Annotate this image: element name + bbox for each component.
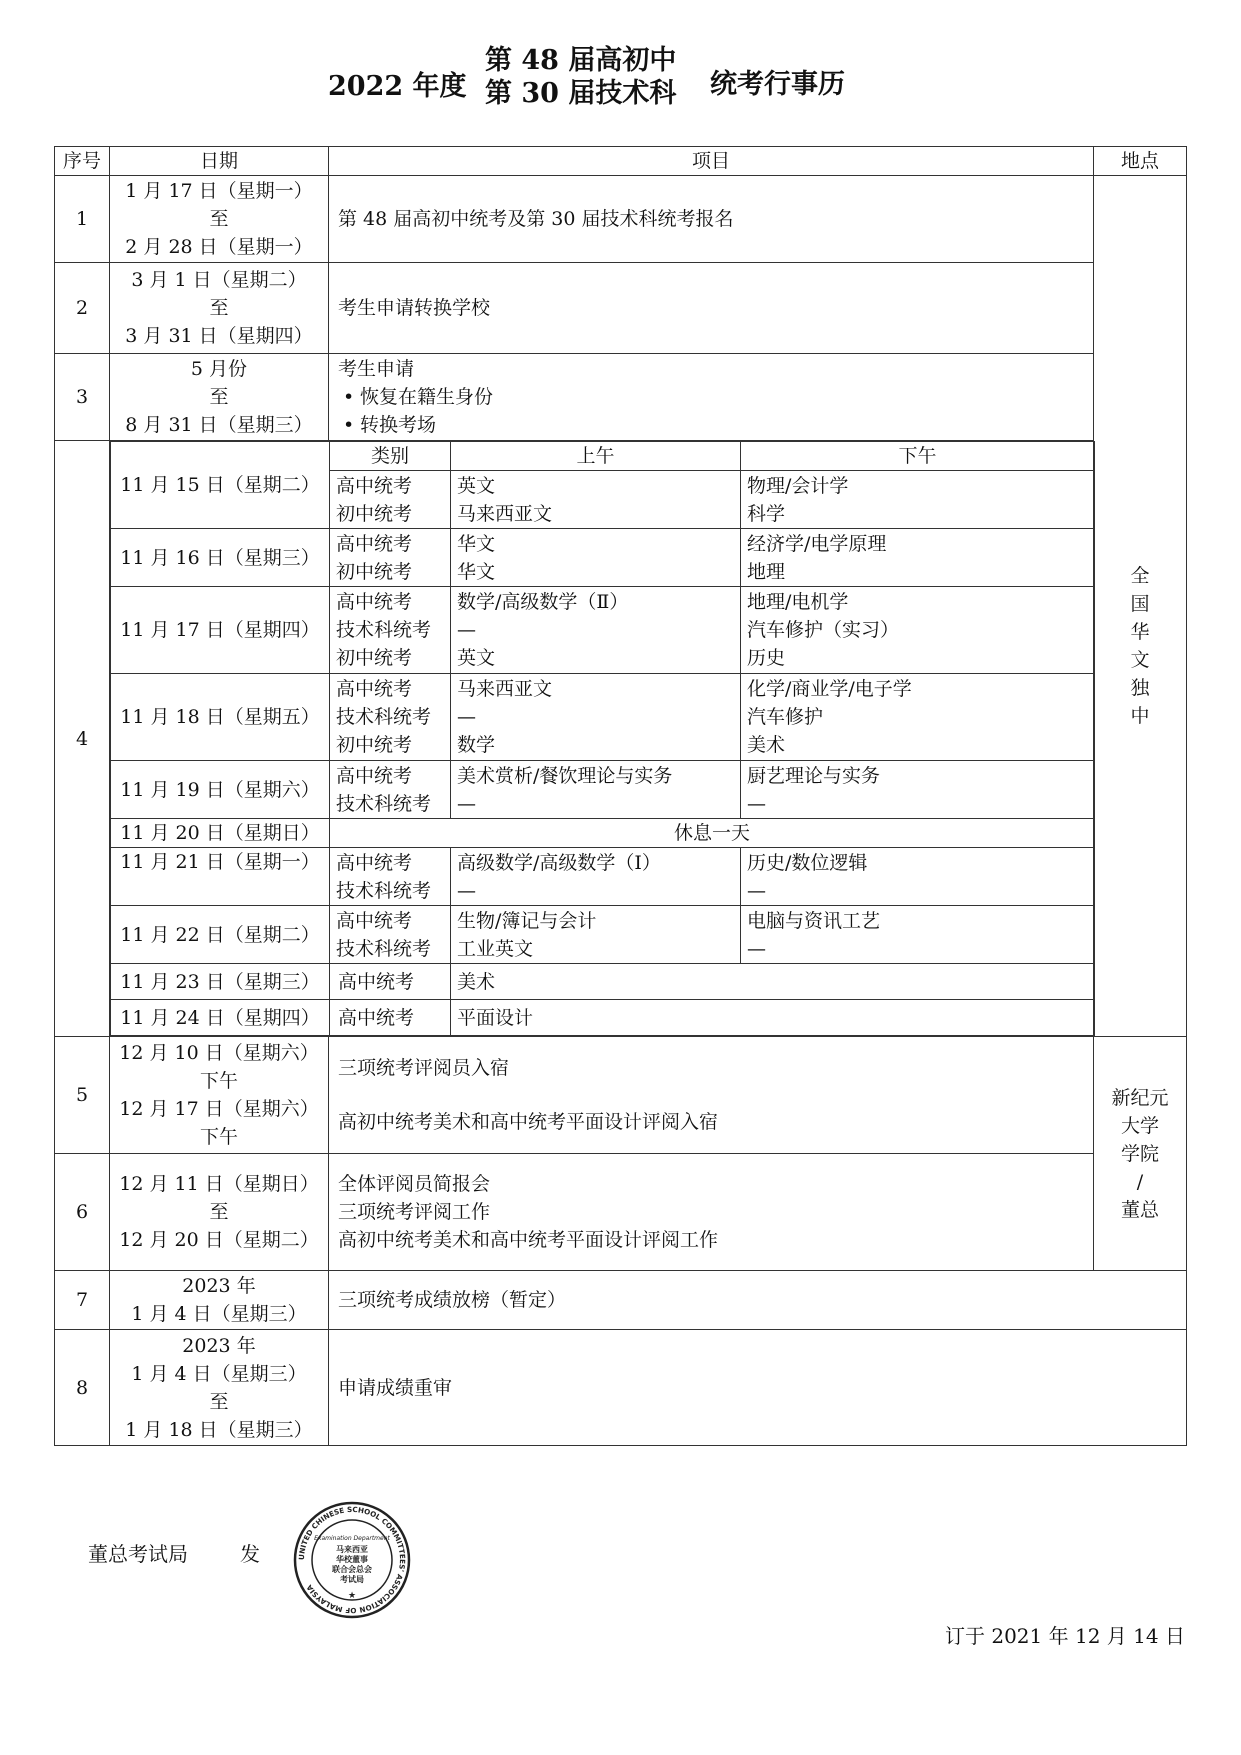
title-middle bbox=[485, 44, 676, 110]
exam-date: 11 月 15 日（星期二） bbox=[111, 442, 330, 529]
issuer-name: 董总考试局 bbox=[88, 1542, 188, 1566]
table-row-exam-schedule bbox=[55, 441, 1187, 1037]
issue-word: 发 bbox=[240, 1542, 260, 1566]
exam-morning: 华文 华文 bbox=[451, 529, 741, 587]
row-item: 申请成绩重审 bbox=[329, 1330, 1187, 1446]
table-row bbox=[55, 354, 1187, 441]
exam-morning: 生物/簿记与会计 工业英文 bbox=[451, 906, 741, 964]
exam-date: 11 月 16 日（星期三） bbox=[111, 529, 330, 587]
exam-type: 高中统考 初中统考 bbox=[330, 471, 451, 529]
venue-char: 华 bbox=[1130, 621, 1150, 643]
date-line: 3 月 31 日（星期四） bbox=[125, 325, 313, 347]
item-line: 高初中统考美术和高中统考平面设计评阅工作 bbox=[338, 1229, 719, 1251]
table-row bbox=[55, 1330, 1187, 1446]
issue-date: 订于 2021 年 12 月 14 日 bbox=[945, 1624, 1185, 1648]
date-line: 5 月份 bbox=[190, 358, 248, 380]
row-date bbox=[110, 354, 329, 441]
title-line2: 第 30 届技术科 bbox=[485, 78, 677, 109]
row-number: 2 bbox=[55, 263, 110, 354]
date-line: 至 bbox=[209, 1201, 229, 1223]
header-item: 项目 bbox=[329, 147, 1094, 176]
seal-star-icon: ★ bbox=[347, 1591, 357, 1601]
exam-row bbox=[111, 848, 1095, 906]
row-item: 第 48 届高初中统考及第 30 届技术科统考报名 bbox=[329, 176, 1094, 263]
exam-morning: 数学/高级数学（Ⅱ） — 英文 bbox=[451, 587, 741, 674]
exam-afternoon: 电脑与资讯工艺 — bbox=[741, 906, 1095, 964]
item-line: 三项统考评阅工作 bbox=[338, 1201, 491, 1223]
title-line1: 第 48 届高初中 bbox=[485, 45, 677, 76]
venue-line: / bbox=[1136, 1170, 1144, 1193]
table-row bbox=[55, 1037, 1187, 1154]
row-date bbox=[110, 1330, 329, 1446]
row-item: 三项统考成绩放榜（暂定） bbox=[329, 1271, 1187, 1330]
exam-morning: 美术赏析/餐饮理论与实务 — bbox=[451, 761, 741, 819]
exam-morning: 英文 马来西亚文 bbox=[451, 471, 741, 529]
date-line: 至 bbox=[209, 297, 229, 319]
row-item bbox=[329, 1037, 1094, 1154]
row-number: 6 bbox=[55, 1154, 110, 1271]
exam-row bbox=[111, 529, 1095, 587]
exam-row bbox=[111, 1000, 1095, 1036]
exam-row-rest bbox=[111, 819, 1095, 848]
venue-line: 学院 bbox=[1120, 1142, 1159, 1165]
exam-type: 高中统考 bbox=[330, 1000, 451, 1036]
row-number: 8 bbox=[55, 1330, 110, 1446]
exam-afternoon: 经济学/电学原理 地理 bbox=[741, 529, 1095, 587]
row-number: 1 bbox=[55, 176, 110, 263]
title-suffix: 统考行事历 bbox=[710, 69, 845, 100]
exam-date: 11 月 18 日（星期五） bbox=[111, 674, 330, 761]
exam-row bbox=[111, 674, 1095, 761]
date-line: 8 月 31 日（星期三） bbox=[125, 414, 313, 436]
date-line: 下午 bbox=[199, 1070, 238, 1092]
date-line: 12 月 20 日（星期二） bbox=[119, 1229, 319, 1251]
date-line: 1 月 4 日（星期三） bbox=[131, 1362, 307, 1385]
row-number: 7 bbox=[55, 1271, 110, 1330]
venue-cell-schools bbox=[1094, 176, 1187, 1037]
exam-morning: 马来西亚文 — 数学 bbox=[451, 674, 741, 761]
table-row bbox=[55, 176, 1187, 263]
date-line: 1 月 4 日（星期三） bbox=[131, 1303, 307, 1325]
header-row bbox=[55, 147, 1187, 176]
exam-afternoon: 地理/电机学 汽车修护（实习） 历史 bbox=[741, 587, 1095, 674]
exam-row bbox=[111, 761, 1095, 819]
exam-type: 高中统考 初中统考 bbox=[330, 529, 451, 587]
venue-char: 独 bbox=[1130, 677, 1150, 699]
header-date: 日期 bbox=[110, 147, 329, 176]
exam-morning: 高级数学/高级数学（Ⅰ） — bbox=[451, 848, 741, 906]
header-venue: 地点 bbox=[1094, 147, 1187, 176]
exam-morning: 美术 bbox=[451, 964, 1095, 1000]
row-date bbox=[110, 1271, 329, 1330]
document-title bbox=[0, 44, 1241, 114]
row-number: 3 bbox=[55, 354, 110, 441]
seal-chinese-2: 华校董事 bbox=[336, 1555, 368, 1564]
date-line: 2023 年 bbox=[182, 1334, 256, 1357]
venue-char: 文 bbox=[1130, 649, 1150, 671]
sub-header-row bbox=[111, 442, 1095, 471]
venue-line: 大学 bbox=[1120, 1114, 1159, 1137]
seal-inner-text: Examination Department bbox=[314, 1535, 390, 1542]
row-date bbox=[110, 263, 329, 354]
venue-char: 国 bbox=[1130, 593, 1150, 615]
exam-subtable bbox=[110, 441, 1095, 1036]
calendar-table bbox=[54, 146, 1187, 1446]
exam-morning: 平面设计 bbox=[451, 1000, 1095, 1036]
bullet-item: • 恢复在籍生身份 bbox=[338, 383, 1093, 411]
seal-chinese-1: 马来西亚 bbox=[336, 1545, 368, 1554]
row-item bbox=[329, 1154, 1094, 1271]
exam-row bbox=[111, 964, 1095, 1000]
seal-chinese-4: 考试局 bbox=[340, 1575, 364, 1584]
row-date bbox=[110, 1154, 329, 1271]
exam-row bbox=[111, 587, 1095, 674]
seal-chinese-3: 联合会总会 bbox=[332, 1565, 372, 1574]
exam-type: 高中统考 技术科统考 初中统考 bbox=[330, 674, 451, 761]
item-line: 三项统考评阅员入宿 bbox=[338, 1057, 510, 1079]
row-item bbox=[329, 354, 1094, 441]
item-line: 全体评阅员简报会 bbox=[338, 1173, 491, 1195]
row-item: 考生申请转换学校 bbox=[329, 263, 1094, 354]
sub-header-am: 上午 bbox=[451, 442, 741, 471]
date-line: 3 月 1 日（星期二） bbox=[131, 269, 307, 291]
exam-row bbox=[111, 906, 1095, 964]
exam-type: 高中统考 bbox=[330, 964, 451, 1000]
date-line: 至 bbox=[209, 1390, 229, 1413]
date-line: 12 月 10 日（星期六） bbox=[119, 1042, 319, 1064]
venue-line: 新纪元 bbox=[1111, 1086, 1169, 1109]
venue-line: 董总 bbox=[1120, 1198, 1159, 1221]
exam-date: 11 月 20 日（星期日） bbox=[111, 819, 330, 848]
row-date bbox=[110, 176, 329, 263]
title-year: 2022 年度 bbox=[328, 71, 467, 102]
date-line: 2 月 28 日（星期一） bbox=[125, 236, 313, 258]
exam-date: 11 月 24 日（星期四） bbox=[111, 1000, 330, 1036]
exam-type: 高中统考 技术科统考 bbox=[330, 906, 451, 964]
date-line: 1 月 18 日（星期三） bbox=[125, 1418, 313, 1441]
date-line: 12 月 17 日（星期六） bbox=[119, 1098, 319, 1120]
row-number: 4 bbox=[55, 441, 110, 1037]
exam-date: 11 月 22 日（星期二） bbox=[111, 906, 330, 964]
exam-afternoon: 厨艺理论与实务 — bbox=[741, 761, 1095, 819]
official-seal bbox=[292, 1500, 412, 1620]
exam-afternoon: 物理/会计学 科学 bbox=[741, 471, 1095, 529]
row-number: 5 bbox=[55, 1037, 110, 1154]
exam-type: 高中统考 技术科统考 初中统考 bbox=[330, 587, 451, 674]
exam-afternoon: 历史/数位逻辑 — bbox=[741, 848, 1095, 906]
exam-date: 11 月 21 日（星期一） bbox=[111, 848, 330, 906]
item-line: 考生申请 bbox=[338, 358, 415, 380]
exam-date: 11 月 23 日（星期三） bbox=[111, 964, 330, 1000]
date-line: 下午 bbox=[199, 1126, 238, 1148]
exam-date: 11 月 19 日（星期六） bbox=[111, 761, 330, 819]
table-row bbox=[55, 1271, 1187, 1330]
item-line: 高初中统考美术和高中统考平面设计评阅入宿 bbox=[338, 1111, 719, 1133]
exam-afternoon: 化学/商业学/电子学 汽车修护 美术 bbox=[741, 674, 1095, 761]
exam-schedule bbox=[110, 441, 1094, 1037]
venue-cell-college bbox=[1094, 1037, 1187, 1271]
seal-outer-text: UNITED CHINESE SCHOOL COMMITTEES' ASSOCIATION OF MALAYSIA bbox=[296, 1504, 408, 1616]
rest-day: 休息一天 bbox=[330, 819, 1095, 848]
row-date bbox=[110, 1037, 329, 1154]
bullet-item: • 转换考场 bbox=[338, 411, 1093, 439]
date-line: 2023 年 bbox=[182, 1275, 256, 1297]
exam-date: 11 月 17 日（星期四） bbox=[111, 587, 330, 674]
exam-type: 高中统考 技术科统考 bbox=[330, 761, 451, 819]
date-line: 1 月 17 日（星期一） bbox=[125, 180, 313, 202]
sub-header-pm: 下午 bbox=[741, 442, 1095, 471]
date-line: 至 bbox=[209, 208, 229, 230]
sub-header-type: 类别 bbox=[330, 442, 451, 471]
exam-type: 高中统考 技术科统考 bbox=[330, 848, 451, 906]
table-row bbox=[55, 1154, 1187, 1271]
table-row bbox=[55, 263, 1187, 354]
date-line: 至 bbox=[209, 386, 229, 408]
venue-char: 全 bbox=[1130, 565, 1150, 587]
venue-char: 中 bbox=[1130, 705, 1150, 727]
header-no: 序号 bbox=[55, 147, 110, 176]
date-line: 12 月 11 日（星期日） bbox=[119, 1173, 319, 1195]
